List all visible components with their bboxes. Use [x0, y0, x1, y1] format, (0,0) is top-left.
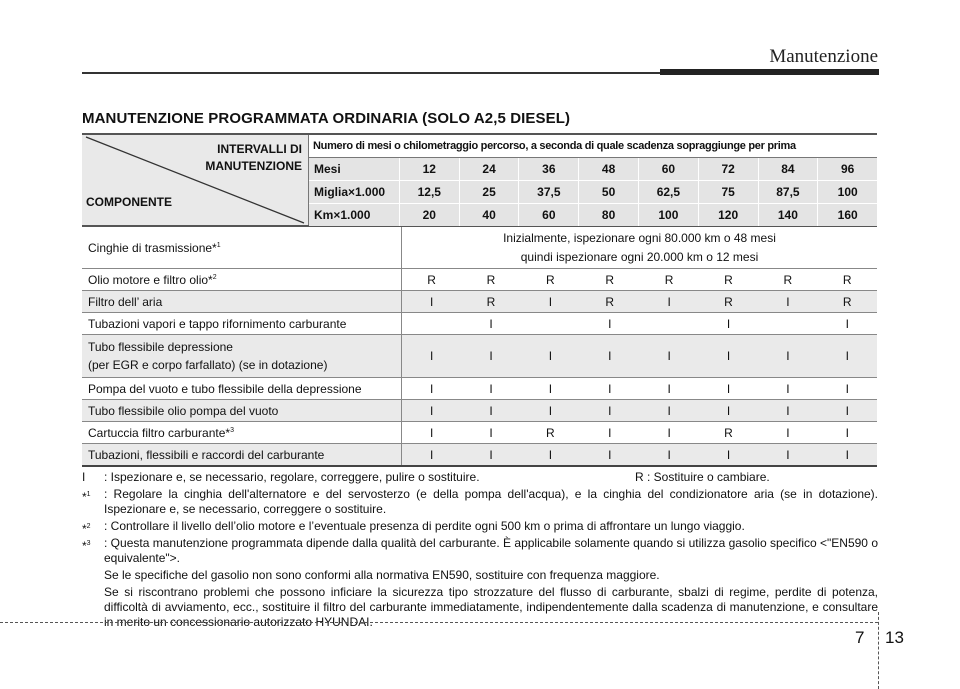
- header-rule-thick: [660, 69, 879, 75]
- interval-value: 140: [759, 204, 819, 226]
- schedule-cell: I: [667, 447, 671, 462]
- interval-row: [309, 204, 877, 226]
- schedule-cell: I: [429, 349, 434, 363]
- chapter-number: 7: [855, 628, 865, 647]
- schedule-cell: R: [842, 272, 852, 287]
- schedule-cell: I: [845, 349, 849, 363]
- schedule-cell: I: [608, 425, 612, 440]
- schedule-cell: I: [667, 349, 671, 363]
- schedule-cell: I: [548, 349, 553, 363]
- interval-header: [309, 135, 877, 225]
- schedule-cell: I: [489, 403, 493, 418]
- schedule-cell: I: [845, 403, 849, 418]
- interval-value: 60: [639, 158, 699, 180]
- schedule-cell: I: [667, 381, 671, 396]
- schedule-cell: R: [783, 272, 793, 287]
- interval-value: 50: [579, 181, 639, 203]
- header-rule: [82, 72, 662, 74]
- footnote-3-paragraph-1: Se le specifiche del gasolio non sono conformi alla normativa EN590, sostituire con frequenza maggiore.: [104, 568, 660, 582]
- schedule-cell: I: [667, 403, 671, 418]
- schedule-cell: I: [608, 349, 612, 363]
- schedule-cell: I: [786, 349, 790, 363]
- schedule-cell: I: [489, 425, 493, 440]
- section-title: MANUTENZIONE PROGRAMMATA ORDINARIA (SOLO A2,5 DIESEL): [82, 110, 571, 127]
- interval-value: 96: [840, 162, 855, 176]
- table-row: [82, 422, 877, 444]
- schedule-cell: I: [608, 403, 612, 418]
- schedule-cell: I: [845, 316, 849, 331]
- schedule-cell: [639, 313, 698, 334]
- interval-value: 40: [460, 204, 520, 226]
- footnote-2: *$^2$ : Controllare il livello dell’olio motore e l’eventuale presenza di perdite ogni 500 km o prima di affrontare un lungo viaggio.: [82, 519, 745, 536]
- interval-value: 84: [759, 158, 819, 180]
- schedule-cell: [758, 313, 817, 334]
- interval-row: [309, 158, 877, 181]
- interval-value: 12: [400, 158, 460, 180]
- schedule-cell: R: [724, 272, 733, 287]
- belt-interval-text: Inizialmente, ispezionare ogni 80.000 km o 48 mesi quindi ispezionare ogni 20.000 km o 12 mesi: [503, 230, 776, 264]
- schedule-cell: R: [546, 425, 555, 440]
- schedule-cell: I: [489, 381, 493, 396]
- component-name: Tubazioni vapori e tappo rifornimento carburante: [82, 313, 402, 334]
- interval-row-label: Mesi: [309, 158, 400, 180]
- legend-r: R : Sostituire o cambiare.: [635, 470, 770, 484]
- notes-section: [82, 470, 878, 632]
- table-row: [82, 313, 877, 335]
- schedule-cell: I: [489, 316, 493, 331]
- schedule-cell: I: [726, 349, 731, 363]
- interval-row-label: Km×1.000: [309, 204, 400, 226]
- page-header-title: Manutenzione: [769, 46, 878, 67]
- footnote-3-paragraph-2: Se si riscontrano problemi che possono inficiare la sicurezza tipo strozzature del flusso di carburante, sbalzi di regime, perdite di potenza, difficoltà di avviamento, ecc., sostituire il filtro del carburante immediatamente, indipendentemente dalla scadenza di manutenzione, e consultare in merito un concessionario autorizzato HYUNDAI.: [104, 585, 878, 629]
- corner-intervals-label: INTERVALLI DI MANUTENZIONE: [205, 142, 302, 173]
- table-row: [82, 400, 877, 422]
- interval-note: Numero di mesi o chilometraggio percorso, a seconda di quale scadenza sopraggiunge per prima: [309, 135, 877, 158]
- component-name: Tubazioni, flessibili e raccordi del carburante: [82, 444, 402, 465]
- schedule-cell: I: [667, 425, 671, 440]
- schedule-cell: I: [548, 381, 553, 396]
- schedule-cell: R: [842, 294, 852, 309]
- interval-value: 100: [837, 185, 858, 199]
- schedule-cell: I: [786, 381, 790, 396]
- component-name: Tubo flessibile depressione (per EGR e corpo farfallato) (se in dotazione): [82, 335, 402, 377]
- schedule-cell: I: [548, 403, 553, 418]
- interval-value: 24: [460, 158, 520, 180]
- schedule-cell: I: [845, 381, 849, 396]
- table-row: [82, 269, 877, 291]
- table-row: [82, 378, 877, 400]
- schedule-cell: R: [546, 272, 555, 287]
- interval-value: 80: [579, 204, 639, 226]
- interval-value: 72: [699, 158, 759, 180]
- interval-value: 48: [579, 158, 639, 180]
- component-name: Olio motore e filtro olio*$^2$: [82, 269, 402, 290]
- interval-value: 36: [519, 158, 579, 180]
- schedule-cell: I: [429, 381, 434, 396]
- schedule-cell: I: [726, 316, 731, 331]
- schedule-cell: R: [486, 272, 496, 287]
- footnote-3: *$^3$ : Questa manutenzione programmata dipende dalla qualità del carburante. È applicabile solamente quando si utilizza gasolio specifico <"EN590 o equivalente">.: [82, 536, 878, 565]
- schedule-cell: R: [724, 425, 733, 440]
- schedule-cell: I: [726, 447, 731, 462]
- interval-row: [309, 181, 877, 204]
- schedule-cell: I: [429, 294, 434, 309]
- schedule-cell: I: [608, 381, 612, 396]
- interval-value: 160: [837, 208, 858, 222]
- schedule-cell: I: [786, 403, 790, 418]
- interval-row-label: Miglia×1.000: [309, 181, 400, 203]
- interval-value: 100: [639, 204, 699, 226]
- component-name: Filtro dell’ aria: [82, 291, 402, 312]
- schedule-cell: I: [489, 349, 493, 363]
- maintenance-table: [82, 133, 877, 467]
- table-row: [82, 335, 877, 378]
- schedule-cell: I: [845, 425, 849, 440]
- schedule-cell: [521, 313, 580, 334]
- schedule-cell: I: [548, 447, 553, 462]
- schedule-cell: I: [786, 447, 790, 462]
- footer-rule: [0, 622, 878, 623]
- schedule-cell: R: [605, 272, 615, 287]
- schedule-cell: [402, 313, 461, 334]
- schedule-cell: I: [429, 425, 434, 440]
- interval-value: 25: [460, 181, 520, 203]
- table-corner-cell: [82, 135, 309, 225]
- schedule-cell: I: [608, 316, 612, 331]
- schedule-cell: I: [667, 294, 671, 309]
- footnote-1: *$^1$ : Regolare la cinghia dell'alternatore e del servosterzo (e della pompa dell'acqua), e la cinghia del condizionatore aria (se in dotazione). Ispezionare e, se necessario, correggere o sostituire.: [82, 487, 878, 516]
- schedule-cell: I: [726, 381, 731, 396]
- interval-value: 20: [400, 204, 460, 226]
- schedule-cell: R: [486, 294, 496, 309]
- interval-value: 12,5: [400, 181, 460, 203]
- schedule-cell: I: [429, 403, 434, 418]
- page-number: 13: [885, 628, 904, 647]
- component-name: Tubo flessibile olio pompa del vuoto: [82, 400, 402, 421]
- schedule-cell: R: [427, 272, 436, 287]
- table-row: [82, 444, 877, 467]
- interval-value: 75: [699, 181, 759, 203]
- corner-component-label: COMPONENTE: [86, 195, 173, 209]
- schedule-cell: R: [724, 294, 733, 309]
- interval-value: 37,5: [519, 181, 579, 203]
- interval-value: 87,5: [759, 181, 819, 203]
- schedule-cell: I: [548, 294, 553, 309]
- table-row-belt: [82, 227, 877, 269]
- schedule-cell: I: [608, 447, 612, 462]
- schedule-cell: I: [786, 425, 790, 440]
- footer-vertical-rule: [878, 612, 879, 689]
- schedule-cell: I: [489, 447, 493, 462]
- schedule-cell: I: [429, 447, 434, 462]
- schedule-cell: I: [786, 294, 790, 309]
- schedule-cell: R: [664, 272, 674, 287]
- component-name: Cinghie di trasmissione*$^1$: [82, 227, 402, 268]
- table-header: [82, 133, 877, 227]
- interval-value: 62,5: [639, 181, 699, 203]
- table-row: [82, 291, 877, 313]
- legend-line: I : Ispezionare e, se necessario, regolare, correggere, pulire o sostituire. R : Sostituire o cambiare.: [82, 470, 770, 484]
- interval-value: 120: [699, 204, 759, 226]
- component-name: Pompa del vuoto e tubo flessibile della depressione: [82, 378, 402, 399]
- component-name: Cartuccia filtro carburante*$^3$: [82, 422, 402, 443]
- schedule-cell: I: [726, 403, 731, 418]
- schedule-cell: I: [845, 447, 849, 462]
- schedule-cell: R: [605, 294, 615, 309]
- interval-value: 60: [519, 204, 579, 226]
